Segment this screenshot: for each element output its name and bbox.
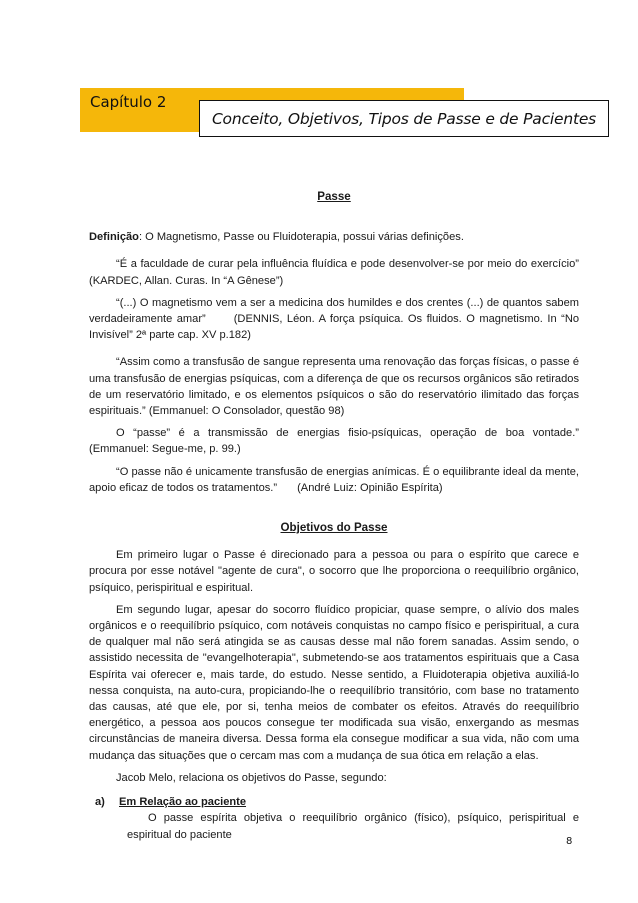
objetivos-paragraph: Jacob Melo, relaciona os objetivos do Passe, segundo: — [116, 771, 387, 784]
list-item-text: O passe espírita objetiva o reequilíbrio orgânico (físico), psíquico, perispiritual e espiritual do paciente — [127, 812, 579, 841]
quote-source: (DENNIS, Léon. A força psíquica. Os fluidos. O magnetismo. In “No Invisível” 2ª parte cap. XV p.182) — [89, 313, 580, 342]
chapter-title-box — [199, 100, 609, 137]
objetivos-paragraph: Em primeiro lugar o Passe é direcionado para a pessoa ou para o espírito que carece e procura por esse notável "agente de cura", o socorro que lhe proporciona o reequilíbrio orgânico, psíquico, perispiritual e espiritual. — [89, 549, 579, 594]
quote-emmanuel-consolador — [89, 354, 579, 419]
list-item-title: Em Relação ao paciente — [119, 796, 247, 809]
page-number: 8 — [566, 836, 573, 847]
chapter-title: Conceito, Objetivos, Tipos de Passe e de Pacientes — [211, 109, 597, 128]
quote-andre-luiz — [89, 464, 579, 496]
quote-text: “Assim como a transfusão de sangue representa uma renovação das forças físicas, o passe é uma transfusão de energias psíquicas, com a diferença de que os recursos orgânicos são retirados de um reservatório limitado, e os elementos psíquicos o são do reservatório ilimitado das forças espirituais.” — [89, 356, 579, 418]
quote-text: “(...) O magnetismo vem a ser a medicina dos humildes e dos crentes (...) de quantos sabem verdadeiramente amar” — [89, 296, 579, 326]
quote-text: “O passe não é unicamente transfusão de energias anímicas. É o equilibrante ideal da mente, apoio eficaz de todos os tratamentos.” — [89, 465, 579, 494]
quote-text: O “passe” é a transmissão de energias fisio-psíquicas, operação de boa vontade.” — [116, 427, 579, 440]
heading-objetivos: Objetivos do Passe — [280, 521, 388, 535]
quote-text: “É a faculdade de curar pela influência fluídica e pode desenvolver-se por meio do exercício” — [116, 258, 579, 271]
quote-source: (Emmanuel: Segue-me, p. 99.) — [89, 443, 241, 456]
page-content — [89, 189, 579, 843]
definition-label: Definição — [89, 231, 139, 244]
quote-dennis — [89, 295, 579, 344]
definition-text: : O Magnetismo, Passe ou Fluidoterapia, possui várias definições. — [138, 231, 464, 244]
definition-paragraph — [89, 229, 579, 245]
heading-passe: Passe — [317, 190, 351, 203]
objetivos-paragraph: Em segundo lugar, apesar do socorro fluídico propiciar, quase sempre, o alívio dos males orgânicos e o reequilíbrio psíquico, com notáveis conquistas no campo físico e perispiritual, a cura de qualquer mal não será atingida se as causas desse mal não forem sanadas. Assim sendo, o assistido necessita de "evangelhoterapia", submetendo-se aos tratamentos espirituais que a Casa Espírita vai oferecer e, mais tarde, do estudo. Nesse sentido, a Fluidoterapia objetiva auxiliá-lo nessa conquista, na auto-cura, propiciando-lhe o reequilíbrio transitório, com base no tratamento das causas, até que ele, por si, tenha meios de combater os efeitos. Através do reequilíbrio energético, a pessoa aos poucos consegue ter modificada sua visão, enxergando as mesmas circunstâncias de maneira diversa. Dessa forma ela consegue modificar a sua vida, não com uma mudança das situações que o cercam mas com a mudança de sua ótica em relação a elas. — [89, 603, 579, 762]
list-marker: a) — [95, 796, 105, 809]
quote-emmanuel-segueme — [89, 425, 579, 457]
quote-source: (KARDEC, Allan. Curas. In “A Gênese”) — [89, 274, 284, 287]
quote-source: (Emmanuel: O Consolador, questão 98) — [148, 405, 345, 418]
quote-kardec — [89, 256, 579, 288]
chapter-label: Capítulo 2 — [90, 93, 167, 111]
quote-source: (André Luiz: Opinião Espírita) — [297, 481, 443, 494]
list-item-heading — [89, 794, 579, 810]
